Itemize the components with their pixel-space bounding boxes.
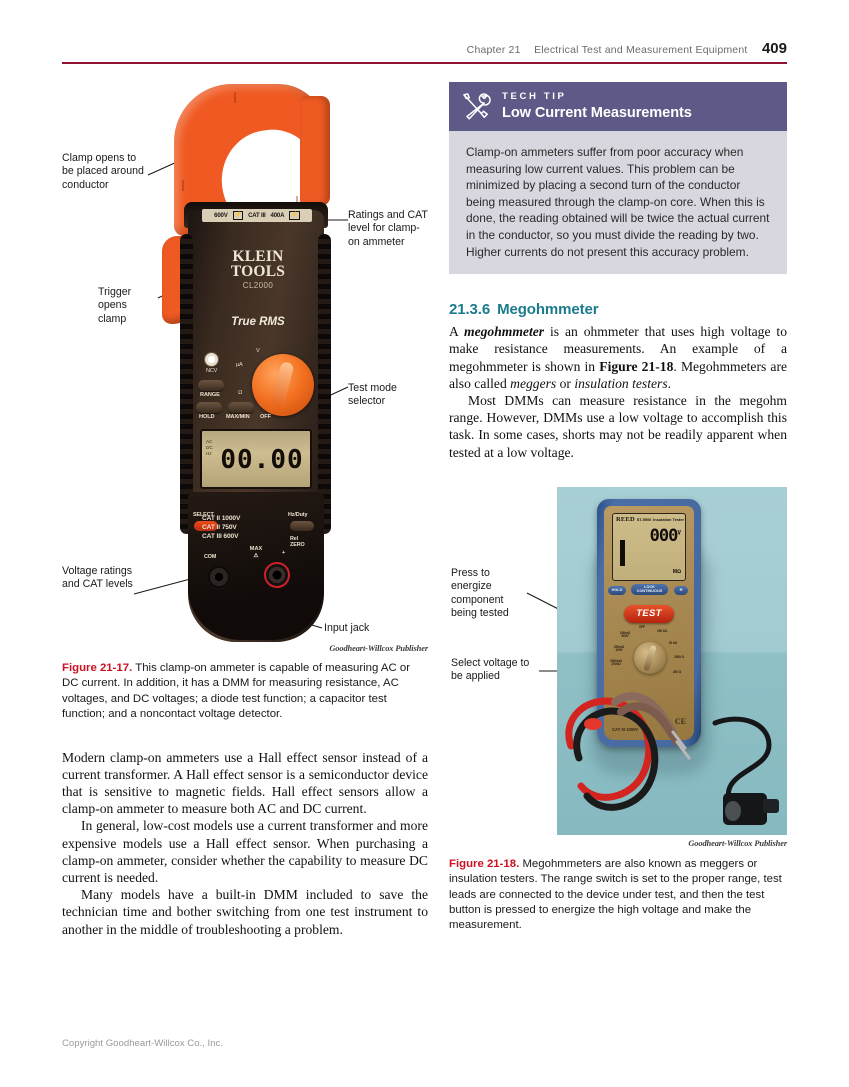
hz-duty-button[interactable]: [290, 521, 314, 531]
positive-jack-label: +: [282, 550, 286, 556]
megohmmeter-model: ST-5500: [636, 516, 652, 522]
megohmmeter-reading: [650, 526, 680, 546]
callout-press-to-energize: Press to energize component being tested: [451, 566, 509, 619]
dial-mark-volt: V: [256, 348, 260, 354]
figure-21-17-number: Figure 21-17.: [62, 662, 133, 674]
megohmmeter-display-unit: MΩ: [672, 568, 681, 575]
ce-mark-icon: CE: [674, 716, 686, 726]
ratings-band: [202, 209, 312, 222]
cat-rating-3: CAT III 600V: [202, 533, 239, 541]
megohmmeter-light-button[interactable]: ☀: [674, 586, 688, 595]
callout-input-jack: Input jack: [324, 622, 370, 634]
brand-line-1: KLEIN: [232, 248, 284, 265]
figure-21-17: [62, 82, 428, 642]
com-jack-label: COM: [204, 554, 217, 560]
device-feature-truerms: True RMS: [231, 316, 285, 328]
page-footer-copyright: Copyright Goodheart-Willcox Co., Inc.: [62, 1038, 224, 1049]
megohmmeter-type: Insulation Tester: [653, 516, 684, 522]
figure-21-18-credit: Goodheart-Willcox Publisher: [688, 838, 787, 848]
range-button-label: RANGE: [200, 392, 220, 398]
megohmmeter-photo: [557, 487, 787, 835]
figure-21-17-caption-text: This clamp-on ammeter is capable of measuring AC or DC current. In addition, it has a DMM for measuring resistance, AC voltages, and DC voltages; a diode test function; a capacitor test function; and a noncontact voltage detector.: [62, 662, 410, 721]
callout-trigger-opens-clamp: Trigger opens clamp: [98, 286, 132, 325]
megohmmeter-reading-digits: 000: [649, 525, 678, 546]
dial-mark-microamp: μA: [236, 362, 243, 368]
ratings-category: CAT III: [248, 212, 266, 219]
range-label-3: 200 kΩ: [657, 628, 667, 633]
lcd-display: [200, 429, 312, 489]
dial-mark-ohm: Ω: [238, 390, 243, 396]
tech-tip-kicker: TECH TIP: [502, 90, 567, 102]
range-label-off: OFF: [638, 624, 646, 629]
callout-ratings-cat-level: Ratings and CAT level for clamp-on ammeter: [348, 209, 428, 248]
term-meggers: meggers: [510, 375, 557, 391]
maxmin-button[interactable]: [228, 402, 254, 413]
left-paragraph-2: In general, low-cost models use a current transformer and more expensive models use a Hall effect sensor. When purchasing a clamp-on ammeter, consider whether the capability to measure DC current is needed.: [62, 818, 428, 886]
select-button-label: SELECT: [193, 512, 214, 518]
figure-21-17-credit: Goodheart-Willcox Publisher: [329, 644, 428, 653]
figure-21-18-caption-text: Megohmmeters are also known as meggers or insulation testers. The range switch is set to the proper range, test leads are connected to the device under test, and then the test button is pressed to energize the high voltage and make the measurement.: [449, 857, 782, 932]
figure-21-18: [449, 487, 787, 837]
jaw-notch-icon: [234, 92, 236, 103]
range-label-1: 200mΩ 100V: [613, 644, 625, 653]
par1-part5: .: [667, 375, 672, 391]
range-label-6: 200 Ω: [672, 669, 682, 674]
hz-duty-button-label: Hz/Duty: [288, 512, 308, 518]
header-chapter-label: Chapter 21: [466, 44, 521, 56]
tech-tip-body: [449, 131, 787, 274]
header-divider-rule: [62, 62, 787, 64]
clamp-on-ammeter-photo: [160, 84, 350, 642]
callout-select-voltage: Select voltage to be applied: [451, 656, 530, 683]
device-model: CL2000: [242, 281, 274, 290]
range-label-0: 100mΩ 500V: [619, 630, 631, 639]
left-column: [62, 82, 428, 938]
jaw-notch-icon: [182, 180, 184, 191]
header-chapter-title: Electrical Test and Measurement Equipment: [534, 44, 748, 56]
megohmmeter-cat-rating: CAT III 1000V: [612, 726, 639, 732]
par1-part4: or: [556, 375, 575, 391]
max-label: MAX: [249, 546, 263, 552]
callout-voltage-ratings: Voltage ratings and CAT levels: [62, 565, 133, 591]
megohmmeter-lock-continuous-button[interactable]: LOCK CONTINUOUS: [631, 584, 668, 595]
lcd-mini-annunciators: AC DC Hz: [206, 439, 213, 456]
wrench-screwdriver-icon: [461, 91, 491, 121]
callout-test-mode-selector: Test mode selector: [348, 382, 397, 408]
lightning-bolt-icon: ⚡: [291, 212, 298, 218]
par1-part2: is an ohmmeter that uses high voltage to make resistance measurements. An example of a megohmmeter is shown in: [449, 324, 787, 374]
lcd-bargraph-segment: [620, 540, 625, 566]
megohmmeter-hold-button[interactable]: HOLD: [608, 586, 626, 595]
megohmmeter-test-button[interactable]: TEST: [624, 605, 674, 623]
page-running-head: [62, 40, 787, 64]
cat-ratings-block: [202, 514, 276, 542]
test-mode-selector-dial[interactable]: [252, 354, 314, 416]
left-paragraph-1: Modern clamp-on ammeters use a Hall effect sensor instead of a current transformer. A Hall effect sensor is a semiconductor device that is sensitive to magnetic fields. Hall effect sensors allow a clamp-on ammeter to measure both AC and DC current.: [62, 749, 428, 817]
tech-tip-body-text: Clamp-on ammeters suffer from poor accuracy when measuring low current values. This problem can be minimized by placing a second turn of the conductor being measured through the clamp-on core. When this is done, the reading obtained will be twice the actual current in the conductor, so you must divide the reading by two. Higher currents do not present this accuracy problem.: [466, 145, 770, 259]
clamp-jaw-tab: [300, 96, 330, 206]
brand-line-2: TOOLS: [230, 262, 286, 280]
callout-clamp-opens: Clamp opens to be placed around conductor: [62, 152, 144, 191]
section-number: 21.3.6: [449, 301, 491, 319]
tech-tip-box: [449, 82, 787, 274]
figure-21-17-caption: [62, 661, 428, 723]
section-paragraph-2: Most DMMs can measure resistance in the megohm range. However, DMMs use a low voltage to accomplish this task. In some cases, shorts may not be readily apparent when tested at a low voltage.: [449, 392, 787, 460]
com-input-jack[interactable]: [206, 564, 232, 590]
range-button[interactable]: [198, 380, 224, 391]
ratings-voltage: 600V: [214, 212, 228, 219]
positive-input-jack[interactable]: [264, 562, 290, 588]
test-leads: [557, 658, 707, 835]
lcd-reading: 00.00: [220, 445, 304, 475]
ratings-current: 400A: [270, 212, 285, 219]
ncv-indicator-lamp: [204, 352, 219, 367]
lightning-bolt-icon: ⚡: [234, 212, 242, 218]
range-label-2: 2000mΩ 2000Ω: [610, 658, 622, 667]
meter-grip-right: [318, 234, 331, 534]
page-number: 409: [761, 40, 787, 57]
figure-21-18-number: Figure 21-18.: [449, 857, 520, 870]
term-insulation-testers: insulation testers: [574, 375, 668, 391]
max-warning-marking: [236, 546, 276, 560]
hold-button[interactable]: [196, 402, 222, 413]
cat-rating-1: CAT II 1000V: [202, 515, 241, 522]
left-paragraph-3: Many models have a built-in DMM included to save the technician time and bother switching from one test instrument to another in the middle of troubleshooting a problem.: [62, 887, 428, 937]
warning-triangle-icon: ⚠: [253, 553, 259, 559]
hold-button-label: HOLD: [199, 414, 215, 420]
maxmin-button-label: MAX/MIN: [226, 414, 250, 420]
brand-logo: [206, 250, 310, 279]
right-column: [449, 82, 787, 934]
range-label-5: 2000 Ω: [674, 654, 684, 659]
off-dial-label: OFF: [260, 414, 271, 420]
dial-mark-ncv: NCV: [206, 368, 218, 374]
range-label-4: 20 kΩ: [668, 640, 678, 645]
megohmmeter-lcd: [612, 513, 686, 581]
megohmmeter-reading-unit-sup: V: [677, 529, 680, 537]
tech-tip-header: [449, 82, 787, 131]
par1-part1: A: [449, 324, 464, 340]
tech-tip-title: Low Current Measurements: [502, 104, 692, 121]
test-lead-plug-adapter: [707, 715, 787, 835]
tech-tip-header-text: [502, 92, 692, 120]
cat-rating-2: CAT II 750V: [202, 524, 237, 532]
rel-zero-label: Rel ZERO: [290, 536, 305, 548]
figure-21-18-caption: [449, 857, 787, 934]
meter-grip-left: [180, 234, 193, 534]
term-megohmmeter: megohmmeter: [464, 324, 545, 340]
figure-reference: Figure 21-18: [599, 358, 674, 374]
par1-part3: . Megohmmeters are also called: [449, 358, 788, 391]
megohmmeter-brand: REED: [616, 515, 635, 523]
section-title: Megohmmeter: [497, 301, 599, 319]
section-paragraph-1: [449, 323, 787, 392]
section-heading: [449, 301, 787, 318]
lcd-brand-row: [616, 516, 684, 523]
